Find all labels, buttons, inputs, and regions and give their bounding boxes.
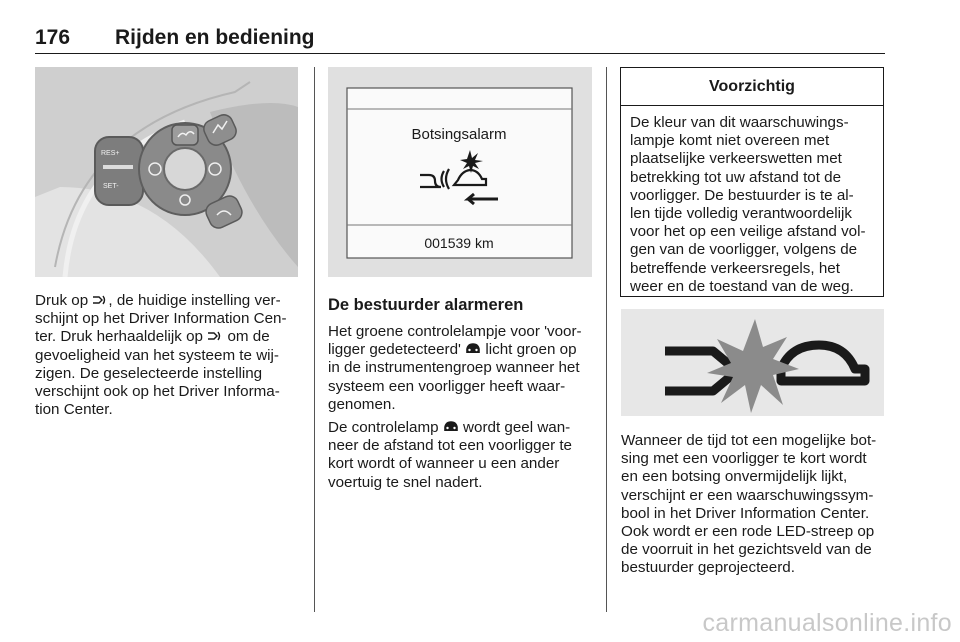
column-divider-2 xyxy=(606,67,607,612)
header-rule xyxy=(35,53,885,54)
res-label: RES+ xyxy=(101,150,120,157)
steering-wheel-controls-figure xyxy=(35,67,298,277)
vehicle-ahead-icon xyxy=(465,343,481,355)
column-divider-1 xyxy=(314,67,315,612)
col1-paragraph: Druk op , de huidige instelling ver- schijnt op het Driver Information Cen- ter. Druk herhaaldelijk op om de gevoeligheid van het systeem te wij- zigen. De geselecteerde instelling verschijnt ook op het Driver Informa- tion Center. xyxy=(35,292,287,419)
section-heading: De bestuurder alarmeren xyxy=(328,296,524,314)
odometer-readout: 001539 km xyxy=(424,235,494,251)
caution-title: Voorzichtig xyxy=(621,68,883,106)
col2-paragraph-1: Het groene controlelampje voor 'voor- ligger gedetecteerd' licht groen op in de instrumentengroep wanneer het systeem een voorligger heeft waar- genomen. xyxy=(328,323,582,413)
gap-setting-icon xyxy=(207,330,223,342)
collision-warning-symbol-figure xyxy=(621,309,884,416)
page-number: 176 xyxy=(35,26,71,49)
caution-box xyxy=(620,67,884,297)
caution-text: De kleur van dit waarschuwings- lampje komt niet overeen met plaatselijke verkeerswetten met betrekking tot uw afstand tot de voorligger. De bestuurder is te al- len tijde volledig verantwoordelijk voor het op een veilige afstand vol- gen van de voorligger, volgens de betreffende verkeersregels, het weer en de toestand van de weg. xyxy=(630,114,866,295)
display-title: Botsingsalarm xyxy=(411,126,507,143)
set-label: SET- xyxy=(103,183,119,190)
page-header xyxy=(35,26,885,54)
col2-paragraph-2: De controlelamp wordt geel wan- neer de afstand tot een voorligger te kort wordt of wanneer u een ander voertuig te snel nadert. xyxy=(328,419,573,491)
watermark: carmanualsonline.info xyxy=(702,609,952,637)
vehicle-ahead-icon xyxy=(443,421,459,433)
page-title: Rijden en bediening xyxy=(115,26,315,49)
collision-alert-display-figure xyxy=(328,67,592,277)
gap-setting-icon xyxy=(92,294,108,306)
col3-paragraph: Wanneer de tijd tot een mogelijke bot- sing met een voorligger te kort wordt en een botsing onvermijdelijk lijkt, verschijnt er een waarschuwingssym- bool in het Driver Information Center. Ook wordt er een rode LED-streep op de voorruit in het gezichtsveld van de bestuurder geprojecteerd. xyxy=(621,432,877,577)
